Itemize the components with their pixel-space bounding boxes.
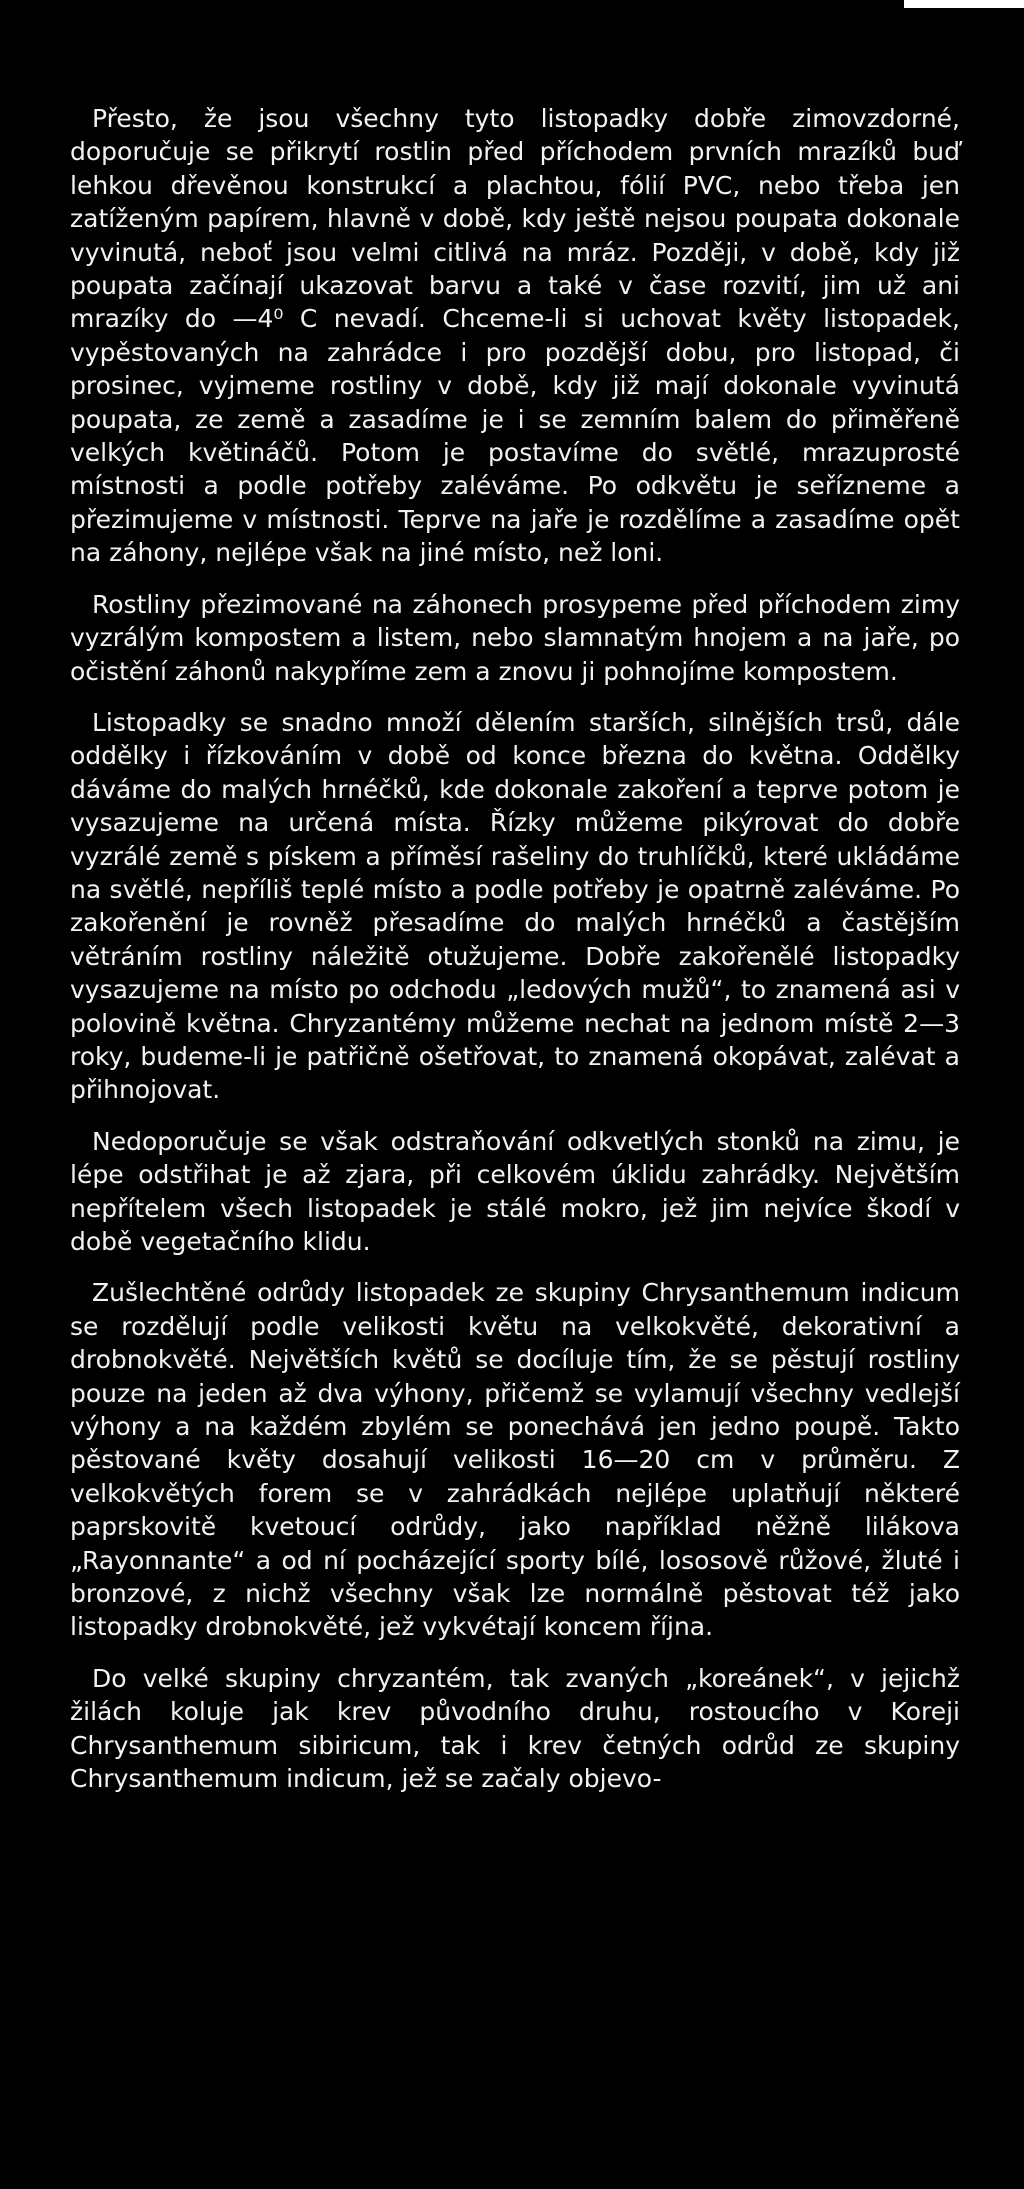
paragraph-propagation: Listopadky se snadno množí dělením starších, silnějších trsů, dále oddělky i řízkováním v době od konce března do května. Oddělky dáváme do malých hrnéčků, kde dokonale zakoření a teprve potom je vysazujeme na určená místa. Řízky můžeme pikýrovat do dobře vyzrálé země s pískem a příměsí rašeliny do truhlíčků, které ukládáme na světlé, nepříliš teplé místo a podle potřeby je opatrně zaléváme. Po zakořenění je rovněž přesadíme do malých hrnéčků a častějším větráním rostliny náležitě otužujeme. Dobře zakořenělé listopadky vysazujeme na místo po odchodu „ledových mužů“, to znamená asi v polovině května. Chryzantémy můžeme nechat na jednom místě 2—3 roky, budeme-li je patřičně ošetřovat, to znamená okopávat, zalévat a přihnojovat. (70, 707, 960, 1105)
corner-mark (904, 0, 1024, 8)
paragraph-composting: Rostliny přezimované na záhonech prosypeme před příchodem zimy vyzrálým kompostem a listem, nebo slamnatým hnojem a na jaře, po očistění záhonů nakypříme zem a znovu ji pohnojíme kompostem. (70, 589, 960, 686)
paragraph-varieties: Zušlechtěné odrůdy listopadek ze skupiny Chrysanthemum indicum se rozdělují podle velikosti květu na velkokvěté, dekorativní a drobnokvěté. Největších květů se docíluje tím, že se pěstují rostliny pouze na jeden až dva výhony, přičemž se vylamují všechny vedlejší výhony a na každém zbylém se ponechává jen jedno poupě. Takto pěstované květy dosahují velikosti 16—20 cm v průměru. Z velkokvětých forem se v zahrádkách nejlépe uplatňují některé paprskovitě kvetoucí odrůdy, jako například něžně lilákova „Rayonnante“ a od ní pocházející sporty bílé, lososově růžové, žluté i bronzové, z nichž všechny však lze normálně pěstovat též jako listopadky drobnokvěté, jež vykvétají koncem října. (70, 1278, 960, 1642)
paragraph-winter-protection: Přesto, že jsou všechny tyto listopadky dobře zimovzdorné, doporučuje se přikrytí rostlin před příchodem prvních mrazíků buď lehkou dřevěnou konstrukcí a plachtou, fólií PVC, nebo třeba jen zatíženým papírem, hlavně v době, kdy ještě nejsou poupata dokonale vyvinutá, neboť jsou velmi citlivá na mráz. Později, v době, kdy již poupata začínají ukazovat barvu a také v čase rozvití, jim už ani mrazíky do —4⁰ C nevadí. Chceme-li si uchovat květy listopadek, vypěstovaných na zahrádce i pro pozdější dobu, pro listopad, či prosinec, vyjmeme rostliny v době, kdy již mají dokonale vyvinutá poupata, ze země a zasadíme je i se zemním balem do přiměřeně velkých květináčů. Potom je postavíme do světlé, mrazuprosté místnosti a podle potřeby zaléváme. Po odkvětu je seřízneme a přezimujeme v místnosti. Teprve na jaře je rozdělíme a zasadíme opět na záhony, nejlépe však na jiné místo, než loni. (70, 104, 960, 568)
paragraph-stem-removal: Nedoporučuje se však odstraňování odkvetlých stonků na zimu, je lépe odstřihat je až zjara, při celkovém úklidu zahrádky. Největším nepřítelem všech listopadek je stálé mokro, jež jim nejvíce škodí v době vegetačního klidu. (70, 1126, 960, 1256)
paragraph-koreanky: Do velké skupiny chryzantém, tak zvaných „koreánek“, v jejichž žilách koluje jak krev původního druhu, rostoucího v Koreji Chrysanthemum sibiricum, tak i krev četných odrůd ze skupiny Chrysanthemum indicum, jež se začaly objevo- (70, 1663, 960, 1794)
article-text (70, 102, 960, 1796)
